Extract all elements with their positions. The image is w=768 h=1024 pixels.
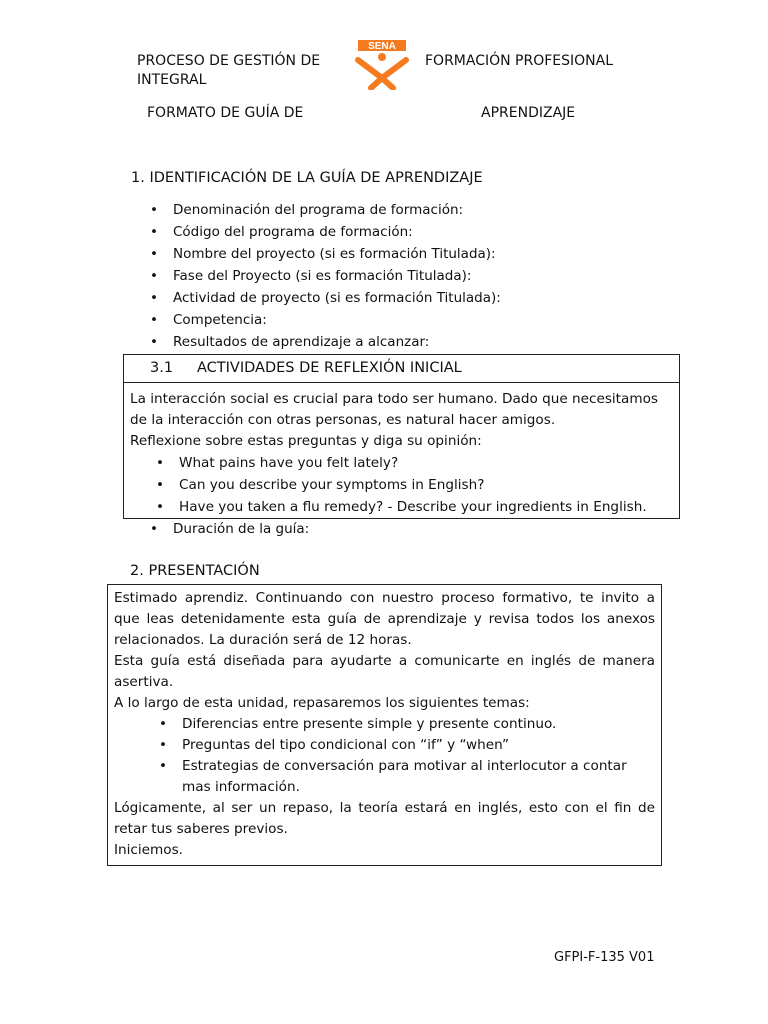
reflection-title: ACTIVIDADES DE REFLEXIÓN INICIAL [197,360,462,376]
section2-title: 2. PRESENTACIÓN [130,563,260,579]
header-sub-right: APRENDIZAJE [481,105,576,121]
list-item: • What pains have you felt lately? [156,452,678,474]
list-item: • Competencia: [150,309,670,331]
presentation-para5: Iniciemos. [114,842,183,858]
list-item: • Estrategias de conversación para motivar al interlocutor a contar mas información. [159,756,655,798]
footer-code: GFPI-F-135 V01 [554,950,655,965]
list-item: • Actividad de proyecto (si es formación Titulada): [150,287,670,309]
presentation-para3: A lo largo de esta unidad, repasaremos los siguientes temas: [114,695,530,711]
logo-legs [371,78,393,88]
presentation-para4: Lógicamente, al ser un repaso, la teoría estará en inglés, esto con el fin de retar tus saberes previos. [114,800,655,837]
header-left-line1: PROCESO DE GESTIÓN DE [137,53,321,69]
list-item: • Preguntas del tipo condicional con “if” y “when” [159,735,655,756]
identification-list [150,199,670,353]
list-item: • Diferencias entre presente simple y presente continuo. [159,714,655,735]
presentation-box [107,584,662,866]
header-right: FORMACIÓN PROFESIONAL [425,53,614,69]
presentation-body [114,588,655,861]
reflection-number: 3.1 [150,360,174,376]
sena-logo-icon [352,38,412,90]
topics-list [159,714,655,798]
list-item: • Fase del Proyecto (si es formación Titulada): [150,265,670,287]
logo-head [378,53,386,61]
list-item: • Have you taken a flu remedy? - Describe your ingredients in English. [156,496,678,518]
duration-item: • Duración de la guía: [150,518,670,540]
reflection-divider [124,382,679,383]
list-item: • Denominación del programa de formación: [150,199,670,221]
list-item: • Código del programa de formación: [150,221,670,243]
reflection-questions [156,452,678,518]
header-left-line2: INTEGRAL [137,72,207,88]
list-item: • Resultados de aprendizaje a alcanzar: [150,331,670,353]
header-sub-left: FORMATO DE GUÍA DE [147,105,304,121]
reflection-para2: Reflexione sobre estas preguntas y diga su opinión: [130,433,482,449]
reflection-box [123,354,680,519]
presentation-para2: Esta guía está diseñada para ayudarte a comunicarte en inglés de manera asertiva. [114,653,655,690]
sena-logo [352,38,412,90]
logo-text: SENA [368,41,396,52]
reflection-body [130,389,678,518]
reflection-para1: La interacción social es crucial para todo ser humano. Dado que necesitamos de la interacción con otras personas, es natural hacer amigos. [130,391,658,428]
list-item: • Nombre del proyecto (si es formación Titulada): [150,243,670,265]
duration-list [150,518,670,540]
section1-title: 1. IDENTIFICACIÓN DE LA GUÍA DE APRENDIZAJE [131,170,483,186]
list-item: • Can you describe your symptoms in English? [156,474,678,496]
presentation-para1: Estimado aprendiz. Continuando con nuestro proceso formativo, te invito a que leas detenidamente esta guía de aprendizaje y revisa todos los anexos relacionados. La duración será de 12 horas. [114,590,655,648]
header-process-title [137,52,320,90]
